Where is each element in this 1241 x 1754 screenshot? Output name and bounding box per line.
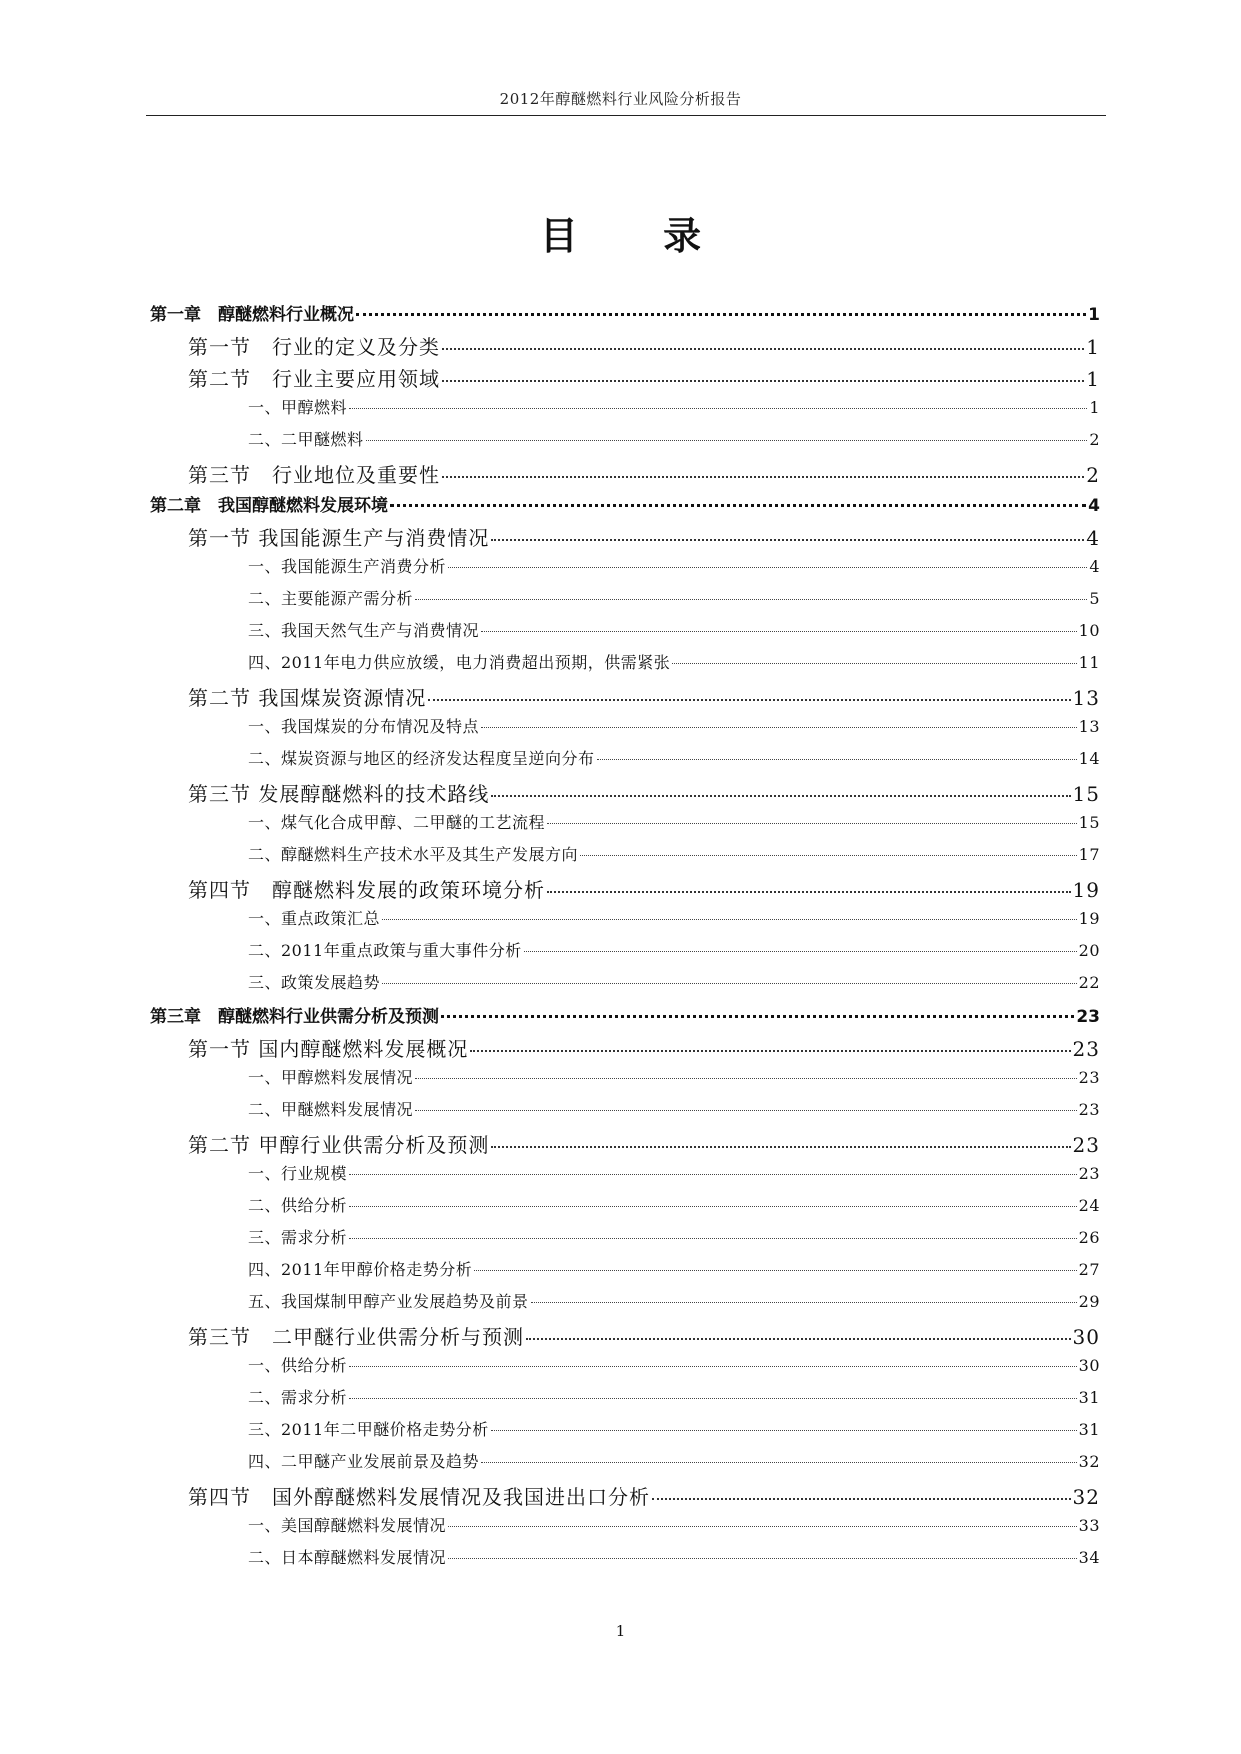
toc-subsection[interactable] [150,1385,1100,1417]
toc-section[interactable] [150,1033,1100,1065]
toc-subsection[interactable] [150,1161,1100,1193]
toc-entry-title: 四、2011年电力供应放缓，电力消费超出预期，供需紧张 [248,653,671,672]
toc-subsection[interactable] [150,650,1100,682]
toc-entry-page: 22 [1078,973,1100,992]
dot-leader [481,631,1077,632]
toc-entry-page: 23 [1076,1007,1100,1027]
toc-entry-title: 第二章 我国醇醚燃料发展环境 [150,496,388,516]
dot-leader [672,663,1076,664]
toc-subsection[interactable] [150,714,1100,746]
toc-entry-title: 四、2011年甲醇价格走势分析 [248,1260,473,1279]
toc-entry-title: 三、需求分析 [248,1228,348,1247]
toc-entry-page: 34 [1078,1548,1100,1567]
toc-entry-title: 二、主要能源产需分析 [248,589,414,608]
toc-subsection[interactable] [150,395,1100,427]
dot-leader [580,855,1077,856]
toc-section[interactable] [150,363,1100,395]
toc-entry-page: 2 [1089,430,1100,449]
toc-entry-title: 二、醇醚燃料生产技术水平及其生产发展方向 [248,845,579,864]
toc-entry-page: 15 [1072,782,1100,806]
toc-subsection[interactable] [150,1289,1100,1321]
toc-entry-page: 4 [1088,496,1100,516]
toc-entry-page: 27 [1078,1260,1100,1279]
page-title: 目 录 [539,214,738,258]
toc-entry-title: 五、我国煤制甲醇产业发展趋势及前景 [248,1292,529,1311]
toc-entry-page: 33 [1078,1516,1100,1535]
toc-entry-title: 第三章 醇醚燃料行业供需分析及预测 [150,1007,439,1027]
toc-subsection[interactable] [150,970,1100,1002]
toc-entry-page: 24 [1078,1196,1100,1215]
dot-leader [390,504,1086,507]
toc-entry-title: 一、我国能源生产消费分析 [248,557,447,576]
dot-leader [491,539,1084,541]
toc-subsection[interactable] [150,1417,1100,1449]
toc-chapter[interactable] [150,1002,1100,1033]
toc-entry-page: 23 [1072,1133,1100,1157]
toc-entry-title: 三、2011年二甲醚价格走势分析 [248,1420,489,1439]
toc-entry-title: 一、行业规模 [248,1164,348,1183]
toc-subsection[interactable] [150,906,1100,938]
toc-entry-title: 三、我国天然气生产与消费情况 [248,621,480,640]
toc-entry-page: 31 [1078,1388,1100,1407]
dot-leader [652,1498,1071,1500]
table-of-contents [150,300,1100,1577]
toc-entry-title: 二、甲醚燃料发展情况 [248,1100,414,1119]
toc-chapter[interactable] [150,491,1100,522]
dot-leader [547,823,1077,824]
toc-entry-page: 14 [1078,749,1100,768]
toc-entry-title: 第三节 二甲醚行业供需分析与预测 [188,1325,524,1349]
dot-leader [481,727,1077,728]
dot-leader [491,1146,1070,1148]
toc-entry-title: 第三节 行业地位及重要性 [188,463,440,487]
toc-section[interactable] [150,459,1100,491]
toc-entry-title: 第四节 国外醇醚燃料发展情况及我国进出口分析 [188,1485,650,1509]
toc-subsection[interactable] [150,427,1100,459]
dot-leader [491,795,1070,797]
dot-leader [441,1015,1074,1018]
toc-entry-page: 5 [1089,589,1100,608]
toc-entry-title: 一、供给分析 [248,1356,348,1375]
toc-subsection[interactable] [150,810,1100,842]
dot-leader [481,1462,1077,1463]
toc-entry-page: 20 [1078,941,1100,960]
dot-leader [415,599,1087,600]
running-header: 2012年醇醚燃料行业风险分析报告 [499,90,742,108]
dot-leader [382,919,1077,920]
toc-entry-title: 一、我国煤炭的分布情况及特点 [248,717,480,736]
toc-entry-title: 第二节 我国煤炭资源情况 [188,686,427,710]
toc-section[interactable] [150,1129,1100,1161]
toc-entry-title: 一、甲醇燃料发展情况 [248,1068,414,1087]
toc-entry-page: 15 [1078,813,1100,832]
toc-subsection[interactable] [150,586,1100,618]
toc-section[interactable] [150,331,1100,363]
toc-entry-page: 1 [1089,398,1100,417]
toc-entry-page: 30 [1078,1356,1100,1375]
dot-leader [526,1338,1071,1340]
toc-entry-page: 2 [1086,463,1100,487]
toc-entry-title: 三、政策发展趋势 [248,973,381,992]
toc-entry-page: 11 [1078,653,1100,672]
toc-section[interactable] [150,874,1100,906]
toc-entry-page: 17 [1078,845,1100,864]
toc-subsection[interactable] [150,1193,1100,1225]
toc-entry-page: 30 [1072,1325,1100,1349]
toc-entry-page: 10 [1078,621,1100,640]
dot-leader [356,313,1086,316]
dot-leader [366,440,1088,441]
dot-leader [442,380,1084,382]
dot-leader [547,891,1071,893]
toc-entry-title: 一、重点政策汇总 [248,909,381,928]
dot-leader [415,1110,1077,1111]
toc-entry-title: 二、需求分析 [248,1388,348,1407]
toc-entry-page: 23 [1078,1100,1100,1119]
toc-entry-title: 二、日本醇醚燃料发展情况 [248,1548,447,1567]
toc-entry-page: 1 [1088,305,1100,325]
toc-chapter[interactable] [150,300,1100,331]
toc-section[interactable] [150,682,1100,714]
toc-section[interactable] [150,1321,1100,1353]
toc-entry-title: 第一章 醇醚燃料行业概况 [150,305,354,325]
toc-entry-page: 13 [1078,717,1100,736]
toc-entry-page: 19 [1078,909,1100,928]
toc-entry-page: 1 [1086,335,1100,359]
toc-entry-title: 第一节 我国能源生产与消费情况 [188,526,490,550]
toc-section[interactable] [150,778,1100,810]
toc-entry-page: 26 [1078,1228,1100,1247]
dot-leader [448,567,1087,568]
toc-entry-title: 二、供给分析 [248,1196,348,1215]
toc-entry-title: 第二节 行业主要应用领域 [188,367,440,391]
toc-subsection[interactable] [150,1545,1100,1577]
toc-subsection[interactable] [150,554,1100,586]
toc-subsection[interactable] [150,1097,1100,1129]
toc-entry-page: 19 [1072,878,1100,902]
toc-entry-page: 32 [1078,1452,1100,1471]
dot-leader [349,1366,1077,1367]
dot-leader [442,348,1084,350]
toc-entry-title: 二、二甲醚燃料 [248,430,364,449]
dot-leader [442,476,1084,478]
dot-leader [415,1078,1077,1079]
toc-subsection[interactable] [150,1353,1100,1385]
toc-subsection[interactable] [150,842,1100,874]
dot-leader [597,759,1077,760]
toc-entry-title: 第四节 醇醚燃料发展的政策环境分析 [188,878,545,902]
toc-entry-title: 第三节 发展醇醚燃料的技术路线 [188,782,490,806]
toc-entry-page: 13 [1072,686,1100,710]
toc-subsection[interactable] [150,1065,1100,1097]
toc-subsection[interactable] [150,746,1100,778]
toc-entry-title: 一、美国醇醚燃料发展情况 [248,1516,447,1535]
toc-subsection[interactable] [150,618,1100,650]
dot-leader [448,1558,1077,1559]
toc-entry-page: 4 [1086,526,1100,550]
toc-subsection[interactable] [150,938,1100,970]
toc-entry-page: 23 [1078,1164,1100,1183]
toc-entry-title: 一、煤气化合成甲醇、二甲醚的工艺流程 [248,813,546,832]
toc-subsection[interactable] [150,1513,1100,1545]
toc-entry-title: 第一节 行业的定义及分类 [188,335,440,359]
toc-entry-page: 29 [1078,1292,1100,1311]
toc-entry-title: 二、煤炭资源与地区的经济发达程度呈逆向分布 [248,749,595,768]
toc-entry-page: 1 [1086,367,1100,391]
toc-entry-page: 23 [1078,1068,1100,1087]
toc-entry-title: 第二节 甲醇行业供需分析及预测 [188,1133,490,1157]
dot-leader [349,1174,1077,1175]
toc-subsection[interactable] [150,1449,1100,1481]
dot-leader [349,1398,1077,1399]
toc-entry-page: 32 [1072,1485,1100,1509]
dot-leader [349,1238,1077,1239]
toc-entry-title: 一、甲醇燃料 [248,398,348,417]
dot-leader [448,1526,1077,1527]
toc-subsection[interactable] [150,1257,1100,1289]
toc-entry-page: 31 [1078,1420,1100,1439]
toc-entry-title: 第一节 国内醇醚燃料发展概况 [188,1037,469,1061]
dot-leader [470,1050,1070,1052]
dot-leader [531,1302,1077,1303]
toc-entry-title: 四、二甲醚产业发展前景及趋势 [248,1452,480,1471]
toc-entry-title: 二、2011年重点政策与重大事件分析 [248,941,522,960]
dot-leader [474,1270,1076,1271]
dot-leader [491,1430,1077,1431]
page-number: 1 [615,1622,626,1640]
dot-leader [349,1206,1077,1207]
toc-section[interactable] [150,522,1100,554]
toc-section[interactable] [150,1481,1100,1513]
dot-leader [382,983,1077,984]
dot-leader [428,699,1070,701]
dot-leader [524,951,1077,952]
header-divider [146,115,1106,116]
toc-entry-page: 4 [1089,557,1100,576]
toc-subsection[interactable] [150,1225,1100,1257]
toc-entry-page: 23 [1072,1037,1100,1061]
dot-leader [349,408,1087,409]
